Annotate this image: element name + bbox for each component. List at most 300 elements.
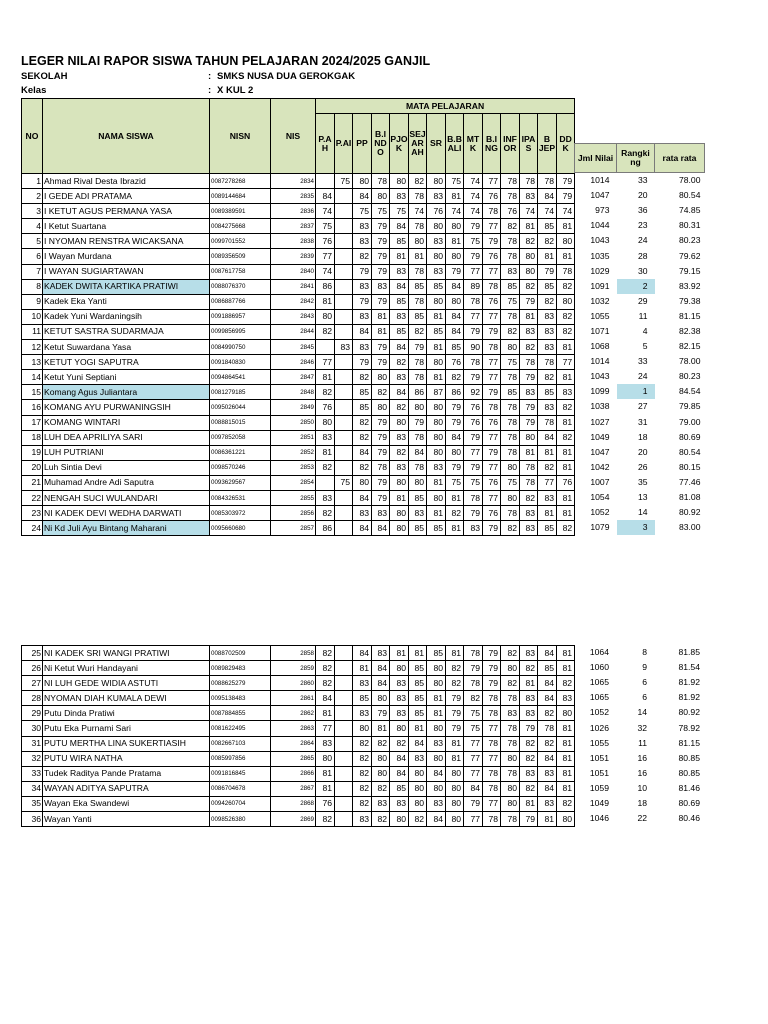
cell-score: 81 bbox=[409, 646, 427, 661]
cell-rata-rata: 80.54 bbox=[678, 446, 701, 457]
cell-score: 84 bbox=[538, 646, 557, 661]
cell-score: 81 bbox=[390, 646, 409, 661]
cell-jml-nilai: 1052 bbox=[590, 507, 610, 518]
cell-score: 76 bbox=[427, 204, 446, 219]
cell-score: 81 bbox=[446, 490, 464, 505]
cell-score: 79 bbox=[464, 460, 483, 475]
cell-score: 74 bbox=[446, 204, 464, 219]
cell-score: 76 bbox=[483, 415, 501, 430]
cell-score: 75 bbox=[335, 475, 353, 490]
cell-score: 79 bbox=[483, 324, 501, 339]
cell-score: 83 bbox=[390, 691, 409, 706]
cell-score: 82 bbox=[557, 279, 575, 294]
cell-ranking: 20 bbox=[637, 190, 648, 201]
cell-score: 78 bbox=[501, 234, 520, 249]
table-row bbox=[22, 506, 575, 521]
cell-nisn: 0089356509 bbox=[210, 249, 271, 264]
cell-score: 79 bbox=[372, 415, 390, 430]
summary-row bbox=[575, 460, 705, 475]
cell-ranking: 32 bbox=[637, 722, 647, 733]
cell-score bbox=[316, 475, 335, 490]
cell-score: 84 bbox=[446, 279, 464, 294]
cell-score: 80 bbox=[557, 294, 575, 309]
cell-score: 84 bbox=[372, 521, 390, 536]
cell-score: 82 bbox=[316, 661, 335, 676]
cell-score: 82 bbox=[557, 430, 575, 445]
cell-nis: 2863 bbox=[271, 721, 316, 736]
cell-score: 76 bbox=[483, 506, 501, 521]
cell-score: 83 bbox=[372, 796, 390, 811]
cell-score: 82 bbox=[557, 796, 575, 811]
cell-name: I Ketut Suartana bbox=[43, 219, 210, 234]
cell-score: 83 bbox=[520, 646, 538, 661]
cell-score: 85 bbox=[538, 219, 557, 234]
cell-score: 79 bbox=[446, 691, 464, 706]
cell-nis: 2847 bbox=[271, 370, 316, 385]
cell-score bbox=[335, 460, 353, 475]
table-row bbox=[22, 460, 575, 475]
cell-score: 83 bbox=[390, 189, 409, 204]
cell-score: 77 bbox=[483, 219, 501, 234]
cell-score: 89 bbox=[464, 279, 483, 294]
cell-score: 82 bbox=[446, 661, 464, 676]
cell-score: 82 bbox=[390, 736, 409, 751]
cell-score: 78 bbox=[483, 736, 501, 751]
summary-row bbox=[574, 690, 704, 705]
table-row bbox=[22, 340, 575, 355]
cell-nis: 2836 bbox=[271, 204, 316, 219]
cell-score: 90 bbox=[464, 340, 483, 355]
cell-nis: 2852 bbox=[271, 445, 316, 460]
cell-score: 80 bbox=[446, 249, 464, 264]
cell-score: 75 bbox=[446, 475, 464, 490]
summary-row bbox=[575, 369, 705, 384]
cell-score: 80 bbox=[427, 721, 446, 736]
cell-jml-nilai: 1035 bbox=[590, 250, 610, 261]
cell-score: 77 bbox=[483, 355, 501, 370]
cell-jml-nilai: 1091 bbox=[590, 280, 610, 291]
cell-score: 80 bbox=[557, 706, 575, 721]
col-header-subject: INF OR bbox=[501, 114, 520, 174]
sekolah-separator: : bbox=[208, 71, 212, 82]
cell-ranking: 6 bbox=[642, 677, 647, 688]
cell-score: 83 bbox=[390, 370, 409, 385]
cell-score: 81 bbox=[446, 189, 464, 204]
cell-score: 84 bbox=[316, 691, 335, 706]
cell-nis: 2857 bbox=[271, 521, 316, 536]
table-row bbox=[22, 445, 575, 460]
cell-score: 77 bbox=[557, 355, 575, 370]
cell-score: 80 bbox=[372, 370, 390, 385]
cell-score: 80 bbox=[520, 249, 538, 264]
cell-score: 79 bbox=[520, 415, 538, 430]
cell-name: Komang Agus Juliantara bbox=[43, 385, 210, 400]
cell-score: 77 bbox=[483, 430, 501, 445]
cell-nisn: 0095138483 bbox=[210, 691, 271, 706]
cell-score: 85 bbox=[390, 234, 409, 249]
cell-nis: 2854 bbox=[271, 475, 316, 490]
cell-rata-rata: 81.92 bbox=[678, 692, 700, 703]
kelas-separator: : bbox=[208, 85, 212, 96]
cell-score: 78 bbox=[501, 812, 520, 827]
cell-rata-rata: 80.69 bbox=[678, 797, 700, 808]
cell-nisn: 0097852058 bbox=[210, 430, 271, 445]
cell-jml-nilai: 1047 bbox=[590, 446, 610, 457]
cell-score: 85 bbox=[390, 324, 409, 339]
cell-score: 82 bbox=[390, 400, 409, 415]
cell-jml-nilai: 1047 bbox=[590, 190, 610, 201]
cell-score: 77 bbox=[316, 721, 335, 736]
cell-score bbox=[335, 355, 353, 370]
cell-score: 81 bbox=[446, 646, 464, 661]
cell-score: 82 bbox=[501, 219, 520, 234]
cell-score: 84 bbox=[390, 340, 409, 355]
table-row bbox=[22, 521, 575, 536]
cell-jml-nilai: 1079 bbox=[590, 522, 610, 533]
cell-score: 76 bbox=[483, 249, 501, 264]
cell-no: 32 bbox=[22, 751, 43, 766]
cell-score: 80 bbox=[409, 766, 427, 781]
cell-score: 84 bbox=[409, 736, 427, 751]
cell-score: 81 bbox=[538, 812, 557, 827]
cell-score: 80 bbox=[372, 766, 390, 781]
cell-score: 84 bbox=[353, 324, 372, 339]
cell-score: 84 bbox=[446, 309, 464, 324]
cell-score: 82 bbox=[353, 736, 372, 751]
cell-score: 75 bbox=[464, 475, 483, 490]
cell-ranking: 27 bbox=[637, 401, 648, 412]
summary-row bbox=[575, 218, 705, 233]
cell-nisn: 0081622495 bbox=[210, 721, 271, 736]
cell-nisn: 0089144684 bbox=[210, 189, 271, 204]
cell-score: 82 bbox=[353, 415, 372, 430]
cell-nis: 2861 bbox=[271, 691, 316, 706]
cell-jml-nilai: 1044 bbox=[590, 220, 610, 231]
cell-score: 82 bbox=[464, 691, 483, 706]
cell-no: 19 bbox=[22, 445, 43, 460]
cell-score: 78 bbox=[538, 174, 557, 189]
cell-rata-rata: 80.69 bbox=[678, 431, 701, 442]
cell-nis: 2846 bbox=[271, 355, 316, 370]
cell-score: 83 bbox=[538, 400, 557, 415]
cell-score bbox=[335, 415, 353, 430]
cell-score: 80 bbox=[372, 400, 390, 415]
cell-score: 76 bbox=[501, 204, 520, 219]
cell-rata-rata: 80.23 bbox=[678, 371, 701, 382]
cell-score: 84 bbox=[316, 189, 335, 204]
cell-jml-nilai: 1014 bbox=[590, 356, 610, 367]
cell-score: 78 bbox=[538, 355, 557, 370]
cell-score: 85 bbox=[446, 340, 464, 355]
cell-score: 82 bbox=[316, 324, 335, 339]
cell-score bbox=[335, 521, 353, 536]
cell-score: 78 bbox=[464, 294, 483, 309]
cell-score: 79 bbox=[372, 706, 390, 721]
cell-score: 79 bbox=[520, 370, 538, 385]
cell-score bbox=[335, 766, 353, 781]
cell-score: 79 bbox=[464, 219, 483, 234]
cell-score: 76 bbox=[316, 796, 335, 811]
cell-no: 23 bbox=[22, 506, 43, 521]
cell-name: Ni Kd Juli Ayu Bintang Maharani bbox=[43, 521, 210, 536]
cell-score: 83 bbox=[353, 506, 372, 521]
cell-score: 78 bbox=[483, 706, 501, 721]
cell-no: 15 bbox=[22, 385, 43, 400]
col-header-jml-nilai: Jml Nilai bbox=[575, 144, 617, 173]
cell-score: 78 bbox=[409, 189, 427, 204]
cell-score: 83 bbox=[353, 812, 372, 827]
cell-score: 76 bbox=[316, 400, 335, 415]
cell-score: 80 bbox=[557, 234, 575, 249]
cell-score bbox=[335, 676, 353, 691]
cell-score bbox=[335, 249, 353, 264]
cell-score: 81 bbox=[557, 340, 575, 355]
cell-score: 82 bbox=[501, 676, 520, 691]
cell-score: 82 bbox=[501, 646, 520, 661]
cell-score: 78 bbox=[483, 812, 501, 827]
cell-score: 78 bbox=[501, 400, 520, 415]
cell-nisn: 0098526380 bbox=[210, 812, 271, 827]
cell-rata-rata: 83.00 bbox=[678, 522, 701, 533]
cell-score bbox=[335, 234, 353, 249]
cell-score: 81 bbox=[557, 766, 575, 781]
cell-score bbox=[335, 264, 353, 279]
cell-score: 84 bbox=[446, 324, 464, 339]
cell-ranking: 22 bbox=[637, 813, 647, 824]
cell-jml-nilai: 1038 bbox=[590, 401, 610, 412]
kelas-label: Kelas bbox=[21, 85, 47, 96]
cell-nisn: 0091886957 bbox=[210, 309, 271, 324]
cell-score bbox=[335, 646, 353, 661]
cell-score: 84 bbox=[390, 279, 409, 294]
cell-score: 80 bbox=[353, 174, 372, 189]
cell-score: 78 bbox=[464, 646, 483, 661]
cell-score: 82 bbox=[520, 279, 538, 294]
cell-score: 75 bbox=[501, 475, 520, 490]
cell-nis: 2862 bbox=[271, 706, 316, 721]
cell-score: 83 bbox=[353, 706, 372, 721]
cell-score: 82 bbox=[557, 400, 575, 415]
cell-score: 79 bbox=[372, 340, 390, 355]
cell-score: 84 bbox=[538, 430, 557, 445]
cell-score: 81 bbox=[427, 475, 446, 490]
cell-score: 78 bbox=[557, 264, 575, 279]
cell-rata-rata: 80.23 bbox=[678, 235, 701, 246]
sekolah-label: SEKOLAH bbox=[21, 71, 68, 82]
cell-score: 84 bbox=[390, 766, 409, 781]
cell-score: 82 bbox=[520, 490, 538, 505]
cell-score: 86 bbox=[409, 385, 427, 400]
cell-nis: 2864 bbox=[271, 736, 316, 751]
cell-score: 81 bbox=[557, 219, 575, 234]
cell-score: 84 bbox=[538, 781, 557, 796]
cell-nis: 2869 bbox=[271, 812, 316, 827]
cell-score: 83 bbox=[316, 490, 335, 505]
cell-nisn: 0087278268 bbox=[210, 174, 271, 189]
col-header-subject: PP bbox=[353, 114, 372, 174]
summary-row bbox=[574, 811, 704, 826]
cell-jml-nilai: 1027 bbox=[590, 416, 610, 427]
cell-nis: 2853 bbox=[271, 460, 316, 475]
col-header-subject: MT K bbox=[464, 114, 483, 174]
cell-score: 75 bbox=[501, 355, 520, 370]
cell-score: 78 bbox=[409, 264, 427, 279]
cell-score: 75 bbox=[390, 204, 409, 219]
cell-score: 83 bbox=[353, 309, 372, 324]
cell-ranking: 33 bbox=[637, 356, 648, 367]
cell-score: 81 bbox=[353, 661, 372, 676]
cell-score: 82 bbox=[446, 370, 464, 385]
cell-nisn: 0087884855 bbox=[210, 706, 271, 721]
cell-score bbox=[316, 174, 335, 189]
cell-nisn: 0095026044 bbox=[210, 400, 271, 415]
cell-score: 82 bbox=[446, 676, 464, 691]
cell-score: 85 bbox=[409, 309, 427, 324]
cell-score: 84 bbox=[372, 676, 390, 691]
cell-name: KOMANG AYU PURWANINGSIH bbox=[43, 400, 210, 415]
table-row bbox=[22, 736, 575, 751]
cell-score: 80 bbox=[446, 781, 464, 796]
cell-rata-rata: 80.92 bbox=[678, 507, 701, 518]
cell-ranking: 30 bbox=[637, 265, 648, 276]
cell-score: 79 bbox=[409, 415, 427, 430]
cell-score: 77 bbox=[483, 796, 501, 811]
cell-score: 78 bbox=[483, 691, 501, 706]
cell-score: 81 bbox=[427, 506, 446, 521]
cell-score bbox=[335, 812, 353, 827]
cell-score: 78 bbox=[520, 460, 538, 475]
table-row bbox=[22, 249, 575, 264]
cell-score: 79 bbox=[353, 294, 372, 309]
cell-score: 82 bbox=[390, 445, 409, 460]
cell-score: 79 bbox=[483, 676, 501, 691]
cell-score bbox=[335, 430, 353, 445]
cell-score: 81 bbox=[520, 796, 538, 811]
cell-score: 92 bbox=[464, 385, 483, 400]
summary-row bbox=[574, 736, 704, 751]
cell-jml-nilai: 1059 bbox=[589, 782, 609, 793]
cell-jml-nilai: 1043 bbox=[590, 235, 610, 246]
cell-score: 80 bbox=[390, 506, 409, 521]
cell-nisn: 0082667103 bbox=[210, 736, 271, 751]
cell-nisn: 0095660680 bbox=[210, 521, 271, 536]
cell-score: 81 bbox=[557, 415, 575, 430]
cell-score: 81 bbox=[557, 781, 575, 796]
cell-score: 82 bbox=[316, 676, 335, 691]
cell-score: 78 bbox=[520, 475, 538, 490]
cell-nis: 2850 bbox=[271, 415, 316, 430]
cell-nisn: 0084275668 bbox=[210, 219, 271, 234]
summary-row bbox=[575, 248, 705, 263]
grade-table-main bbox=[21, 98, 575, 536]
cell-jml-nilai: 1042 bbox=[590, 461, 610, 472]
cell-score: 80 bbox=[409, 781, 427, 796]
cell-score: 77 bbox=[464, 309, 483, 324]
cell-score: 77 bbox=[464, 264, 483, 279]
cell-ranking: 10 bbox=[637, 782, 647, 793]
cell-no: 24 bbox=[22, 521, 43, 536]
cell-score: 85 bbox=[538, 385, 557, 400]
cell-score: 78 bbox=[501, 691, 520, 706]
cell-name: Kadek Eka Yanti bbox=[43, 294, 210, 309]
cell-score: 81 bbox=[427, 309, 446, 324]
cell-score: 80 bbox=[353, 475, 372, 490]
cell-score: 78 bbox=[409, 370, 427, 385]
summary-row bbox=[575, 520, 705, 535]
cell-score: 77 bbox=[464, 445, 483, 460]
cell-name: Wayan Eka Swandewi bbox=[43, 796, 210, 811]
cell-score: 80 bbox=[427, 676, 446, 691]
cell-nis: 2841 bbox=[271, 279, 316, 294]
col-header-subject: B.I ND O bbox=[372, 114, 390, 174]
cell-nis: 2856 bbox=[271, 506, 316, 521]
cell-score: 74 bbox=[557, 204, 575, 219]
cell-jml-nilai: 1014 bbox=[590, 175, 610, 186]
cell-score: 84 bbox=[538, 676, 557, 691]
cell-score: 80 bbox=[409, 400, 427, 415]
table-row bbox=[22, 309, 575, 324]
cell-score: 82 bbox=[557, 521, 575, 536]
cell-nis: 2838 bbox=[271, 234, 316, 249]
summary-row bbox=[574, 675, 704, 690]
cell-score: 79 bbox=[464, 430, 483, 445]
col-header-nama: NAMA SISWA bbox=[43, 99, 210, 174]
cell-score: 81 bbox=[316, 766, 335, 781]
cell-no: 7 bbox=[22, 264, 43, 279]
cell-rata-rata: 80.46 bbox=[678, 813, 700, 824]
cell-score: 78 bbox=[409, 460, 427, 475]
cell-rata-rata: 79.00 bbox=[678, 416, 701, 427]
cell-jml-nilai: 1032 bbox=[590, 295, 610, 306]
cell-score: 78 bbox=[538, 415, 557, 430]
cell-score bbox=[335, 370, 353, 385]
cell-score: 81 bbox=[446, 521, 464, 536]
table-row bbox=[22, 766, 575, 781]
table-row bbox=[22, 796, 575, 811]
cell-rata-rata: 81.08 bbox=[678, 492, 701, 503]
cell-no: 11 bbox=[22, 324, 43, 339]
col-header-subject: B JEP bbox=[538, 114, 557, 174]
cell-score: 76 bbox=[316, 234, 335, 249]
cell-name: LUH PUTRIANI bbox=[43, 445, 210, 460]
cell-score: 84 bbox=[409, 445, 427, 460]
cell-score: 79 bbox=[372, 490, 390, 505]
cell-no: 25 bbox=[22, 646, 43, 661]
cell-score: 81 bbox=[557, 661, 575, 676]
cell-rata-rata: 81.15 bbox=[678, 310, 701, 321]
summary-row bbox=[575, 279, 705, 294]
cell-score: 77 bbox=[464, 812, 483, 827]
cell-no: 34 bbox=[22, 781, 43, 796]
cell-jml-nilai: 1046 bbox=[589, 813, 609, 824]
cell-score: 78 bbox=[520, 355, 538, 370]
cell-score: 77 bbox=[316, 355, 335, 370]
cell-score: 80 bbox=[390, 812, 409, 827]
grade-table-continued bbox=[21, 645, 575, 827]
cell-score: 81 bbox=[557, 460, 575, 475]
summary-row bbox=[575, 339, 705, 354]
cell-score: 81 bbox=[446, 751, 464, 766]
table-row bbox=[22, 781, 575, 796]
cell-score: 81 bbox=[427, 340, 446, 355]
cell-score: 74 bbox=[464, 174, 483, 189]
cell-name: NENGAH SUCI WULANDARI bbox=[43, 490, 210, 505]
cell-score: 78 bbox=[501, 736, 520, 751]
cell-score: 79 bbox=[446, 460, 464, 475]
cell-score: 79 bbox=[520, 400, 538, 415]
cell-rata-rata: 84.54 bbox=[678, 386, 701, 397]
summary-row bbox=[574, 660, 704, 675]
